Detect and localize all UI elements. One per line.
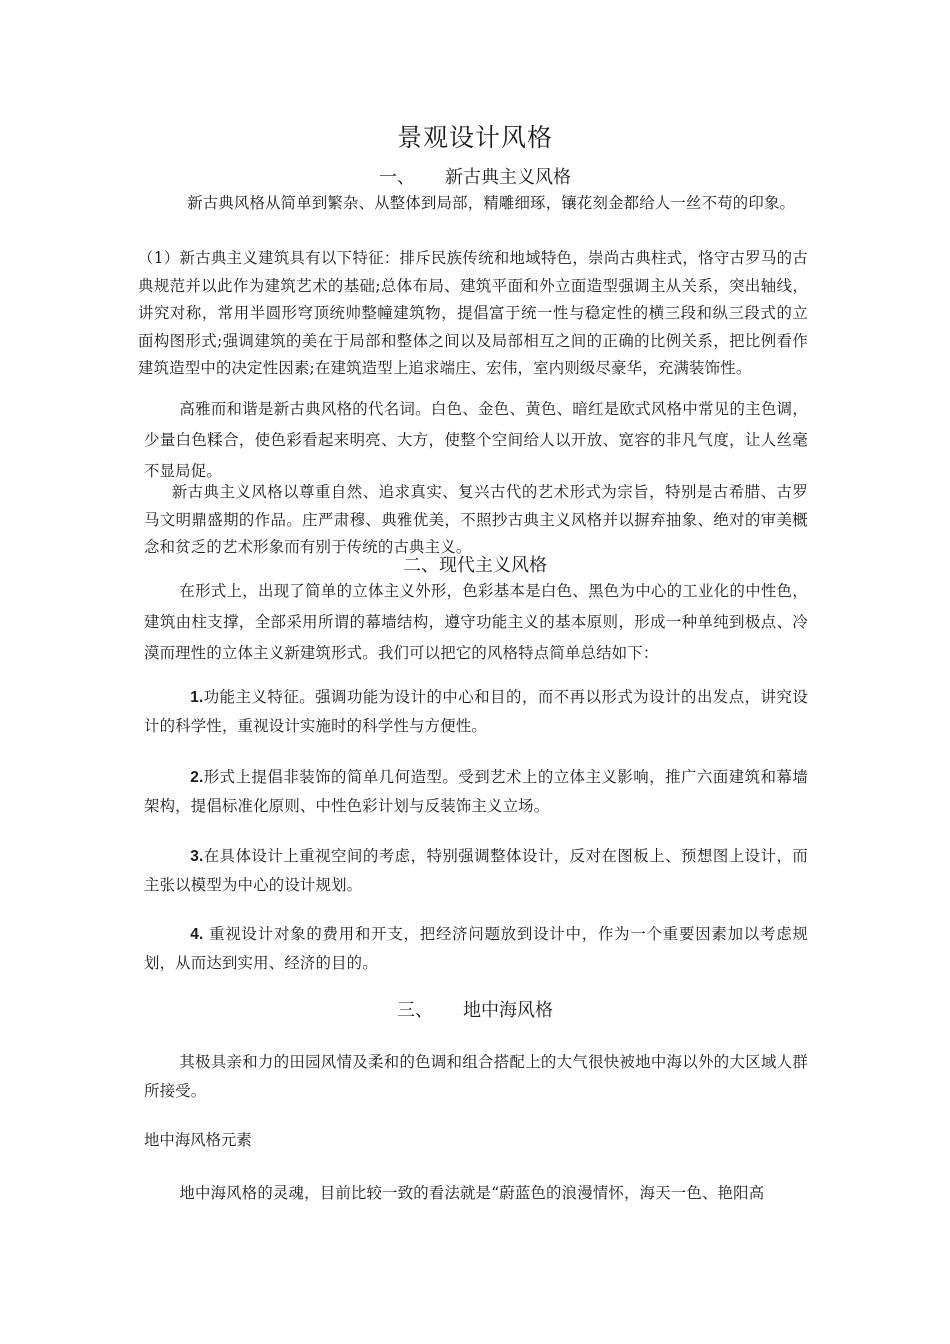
section-heading-modernism: [0, 551, 950, 577]
subheading-mediterranean-elements: 地中海风格元素: [144, 1131, 252, 1149]
section-title: 二、现代主义风格: [403, 555, 547, 576]
list-item: [144, 920, 808, 977]
section-heading-mediterranean: [0, 996, 950, 1022]
list-item: [144, 842, 808, 899]
paragraph-intro: 新古典风格从简单到繁杂、从整体到局部，精雕细琢，镶花刻金都给人一丝不苟的印象。: [187, 194, 796, 212]
paragraph-modernism-form: 在形式上，出现了简单的立体主义外形，色彩基本是白色、黑色为中心的工业化的中性色，建筑由柱支撑，全部采用所谓的幕墙结构，遵守功能主义的基本原则，形成一种单纯到极点、冷漠而理性的立体主义新建筑形式。我们可以把它的风格特点简单总结如下：: [144, 582, 808, 662]
paragraph-neoclassical-purpose: 新古典主义风格以尊重自然、追求真实、复兴古代的艺术形式为宗旨，特别是古希腊、古罗马文明鼎盛期的作品。庄严肃穆、典雅优美，不照抄古典主义风格并以摒弃抽象、绝对的审美概念和贫乏的艺术形象而有别于传统的古典主义。: [144, 483, 808, 556]
section-title: 新古典主义风格: [445, 167, 571, 188]
section-number: 三、: [397, 1000, 433, 1021]
list-item: [144, 683, 808, 740]
list-item-text: 在具体设计上重视空间的考虑，特别强调整体设计，反对在图板上、预想图上设计，而主张以模型为中心的设计规划。: [144, 847, 808, 894]
document-title: 景观设计风格: [396, 123, 553, 152]
list-item-number: 1.: [190, 689, 204, 706]
list-item-number: 3.: [190, 848, 204, 865]
paragraph-mediterranean-appeal: 其极具亲和力的田园风情及柔和的色调和组合搭配上的大气很快被地中海以外的大区域人群所接受。: [144, 1053, 808, 1100]
list-item-text: 形式上提倡非装饰的简单几何造型。受到艺术上的立体主义影响，推广六面建筑和幕墙架构，提倡标准化原则、中性色彩计划与反装饰主义立场。: [144, 768, 808, 815]
list-item: [144, 763, 808, 820]
list-item-text: 重视设计对象的费用和开支，把经济问题放到设计中，作为一个重要因素加以考虑规划，从而达到实用、经济的目的。: [144, 925, 808, 972]
section-heading-neoclassical: [0, 163, 950, 189]
paragraph-mediterranean-soul: 地中海风格的灵魂，目前比较一致的看法就是“蔚蓝色的浪漫情怀，海天一色、艳阳高: [179, 1184, 765, 1202]
list-item-number: 4.: [190, 926, 204, 943]
paragraph-elegance: 高雅而和谐是新古典风格的代名词。白色、金色、黄色、暗红是欧式风格中常见的主色调，少量白色糅合，使色彩看起来明亮、大方，使整个空间给人以开放、宽容的非凡气度，让人丝毫不显局促。: [144, 400, 808, 480]
section-title: 地中海风格: [463, 1000, 553, 1021]
section-number: 一、: [379, 167, 415, 188]
list-item-text: 功能主义特征。强调功能为设计的中心和目的，而不再以形式为设计的出发点，讲究设计的科学性，重视设计实施时的科学性与方便性。: [144, 688, 808, 735]
paragraph-features: （1）新古典主义建筑具有以下特征：排斥民族传统和地域特色，崇尚古典柱式，恪守古罗马的古典规范并以此作为建筑艺术的基础;总体布局、建筑平面和外立面造型强调主从关系，突出轴线，讲究对称，常用半圆形穹顶统帅整幢建筑物，提倡富于统一性与稳定性的横三段和纵三段式的立面构图形式;强调建筑的美在于局部和整体之间以及局部相互之间的正确的比例关系，把比例看作建筑造型中的决定性因素;在建筑造型上追求端庄、宏伟，室内则级尽豪华，充满装饰性。: [138, 249, 808, 377]
list-item-number: 2.: [190, 769, 204, 786]
